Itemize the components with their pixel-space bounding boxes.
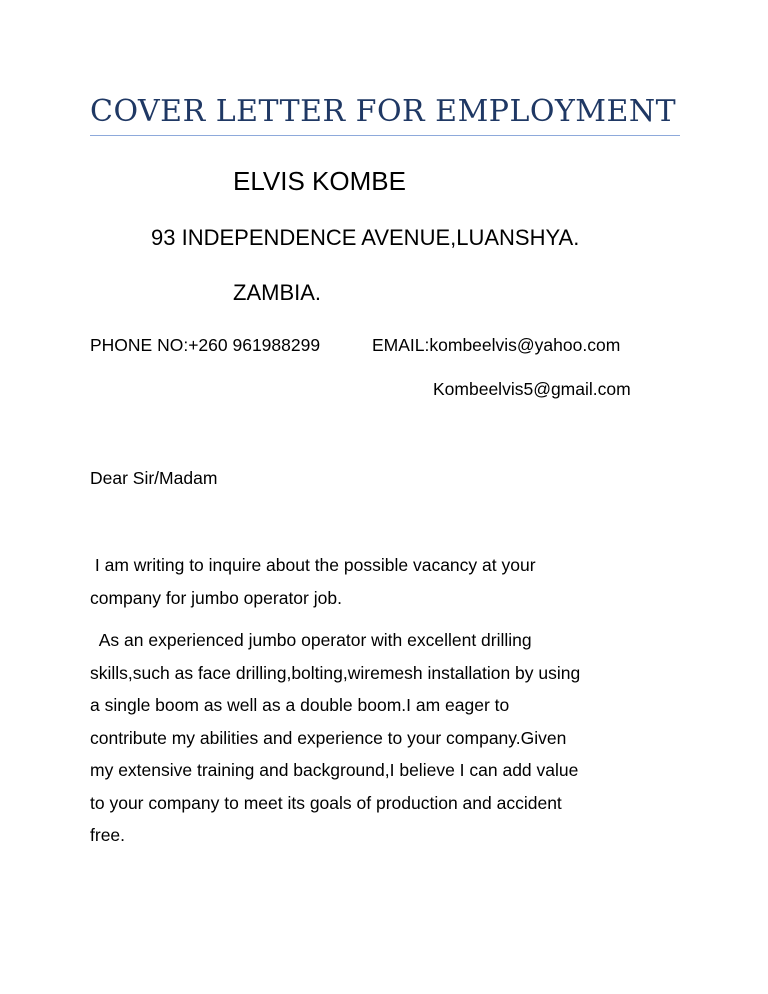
paragraph-line: As an experienced jumbo operator with excellent drilling [90, 630, 532, 650]
paragraph-line: company for jumbo operator job. [90, 587, 342, 608]
email-address: EMAIL:kombeelvis@yahoo.com [372, 335, 621, 355]
applicant-address: 93 INDEPENDENCE AVENUE,LUANSHYA. [151, 225, 580, 250]
paragraph-line: to your company to meet its goals of production and accident [90, 792, 562, 813]
body-paragraph-2 [90, 624, 690, 852]
phone-number: PHONE NO:+260 961988299 [90, 335, 321, 355]
paragraph-line: contribute my abilities and experience to your company.Given [90, 727, 567, 748]
body-paragraph-1 [90, 549, 690, 614]
title-underline-rule [90, 135, 680, 136]
paragraph-line: a single boom as well as a double boom.I am eager to [90, 695, 510, 715]
salutation: Dear Sir/Madam [90, 468, 218, 488]
applicant-country: ZAMBIA. [233, 280, 322, 305]
paragraph-line: I am writing to inquire about the possible vacancy at your [90, 555, 536, 575]
applicant-name: ELVIS KOMBE [233, 166, 406, 196]
document-title: COVER LETTER FOR EMPLOYMENT [90, 94, 677, 129]
paragraph-line: my extensive training and background,I believe I can add value [90, 760, 579, 780]
paragraph-line: skills,such as face drilling,bolting,wiremesh installation by using [90, 662, 581, 683]
contact-line [90, 332, 680, 358]
paragraph-line: free. [90, 825, 126, 845]
secondary-email-address: Kombeelvis5@gmail.com [433, 379, 631, 399]
